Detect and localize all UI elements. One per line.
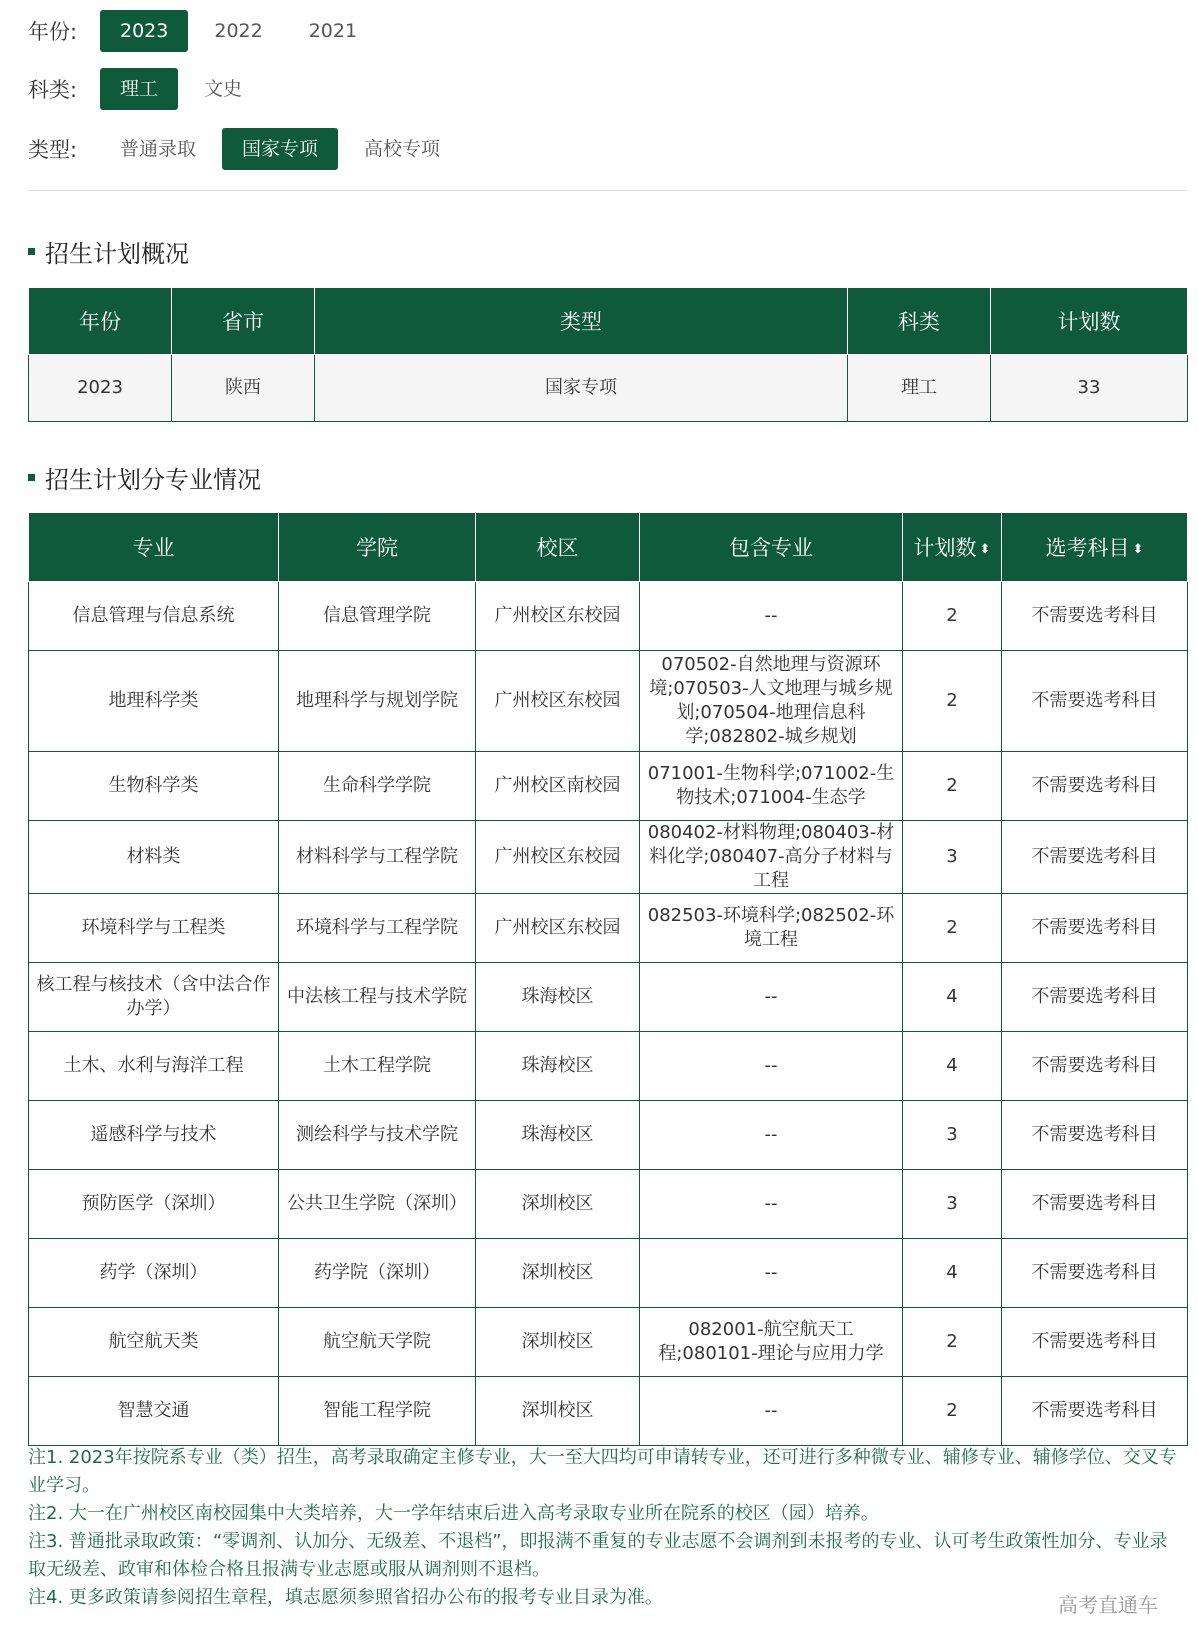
college-cell: 公共卫生学院（深圳） [279, 1170, 476, 1239]
included-majors-cell: 071001-生物科学;071002-生物技术;071004-生态学 [640, 752, 903, 821]
major-cell: 生物科学类 [29, 752, 279, 821]
detail-header-subjects[interactable] [1002, 513, 1188, 582]
included-majors-cell: -- [640, 963, 903, 1032]
overview-cell-subject: 理工 [848, 355, 991, 422]
college-cell: 材料科学与工程学院 [279, 821, 476, 894]
detail-table-body [29, 582, 1188, 1446]
table-row [29, 582, 1188, 651]
included-majors-cell: 082503-环境科学;082502-环境工程 [640, 894, 903, 963]
detail-header-major: 专业 [29, 513, 279, 582]
college-cell: 中法核工程与技术学院 [279, 963, 476, 1032]
detail-table [28, 512, 1188, 1446]
plan-count-cell: 3 [903, 1101, 1002, 1170]
campus-cell: 深圳校区 [476, 1239, 640, 1308]
year-option-2023[interactable]: 2023 [100, 10, 188, 52]
major-cell: 信息管理与信息系统 [29, 582, 279, 651]
detail-header-college: 学院 [279, 513, 476, 582]
subjects-cell: 不需要选考科目 [1002, 894, 1188, 963]
included-majors-cell: -- [640, 1377, 903, 1446]
campus-cell: 深圳校区 [476, 1377, 640, 1446]
campus-cell: 深圳校区 [476, 1170, 640, 1239]
overview-cell-year: 2023 [29, 355, 172, 422]
table-row [29, 752, 1188, 821]
detail-header-included: 包含专业 [640, 513, 903, 582]
plan-count-cell: 4 [903, 963, 1002, 1032]
campus-cell: 珠海校区 [476, 1032, 640, 1101]
overview-cell-province: 陕西 [172, 355, 315, 422]
type-option-general[interactable]: 普通录取 [120, 138, 197, 160]
subject-option-arts[interactable]: 文史 [204, 78, 243, 100]
overview-header-row [29, 288, 1188, 355]
campus-cell: 广州校区南校园 [476, 752, 640, 821]
table-row [29, 1032, 1188, 1101]
subjects-cell: 不需要选考科目 [1002, 821, 1188, 894]
table-row [29, 894, 1188, 963]
overview-header-province: 省市 [172, 288, 315, 355]
subjects-cell: 不需要选考科目 [1002, 651, 1188, 752]
subjects-cell: 不需要选考科目 [1002, 963, 1188, 1032]
subjects-cell: 不需要选考科目 [1002, 1101, 1188, 1170]
included-majors-cell: -- [640, 582, 903, 651]
plan-count-cell: 2 [903, 582, 1002, 651]
table-row [29, 1101, 1188, 1170]
included-majors-cell: 080402-材料物理;080403-材料化学;080407-高分子材料与工程 [640, 821, 903, 894]
subjects-cell: 不需要选考科目 [1002, 752, 1188, 821]
major-cell: 遥感科学与技术 [29, 1101, 279, 1170]
college-cell: 环境科学与工程学院 [279, 894, 476, 963]
filter-divider [28, 190, 1187, 191]
subjects-cell: 不需要选考科目 [1002, 1377, 1188, 1446]
filter-type-label: 类型: [28, 138, 78, 162]
table-row [29, 1239, 1188, 1308]
subjects-cell: 不需要选考科目 [1002, 1032, 1188, 1101]
note-item: 注3. 普通批录取政策：“零调剂、认加分、无级差、不退档”，即报满不重复的专业志愿不会调剂到未报考的专业、认可考生政策性加分、专业录取无级差、政审和体检合格且报满专业志愿或服从调剂则不退档。 [28, 1531, 1168, 1580]
detail-header-campus: 校区 [476, 513, 640, 582]
included-majors-cell: -- [640, 1101, 903, 1170]
table-row [29, 651, 1188, 752]
overview-section-title [28, 234, 189, 269]
year-option-2022[interactable]: 2022 [214, 20, 263, 42]
plan-count-cell: 4 [903, 1032, 1002, 1101]
campus-cell: 深圳校区 [476, 1308, 640, 1377]
filter-type [28, 128, 466, 170]
year-option-2021[interactable]: 2021 [308, 20, 358, 42]
major-cell: 智慧交通 [29, 1377, 279, 1446]
plan-count-cell: 2 [903, 1308, 1002, 1377]
type-option-university[interactable]: 高校专项 [364, 138, 441, 160]
overview-title-text: 招生计划概况 [45, 240, 189, 268]
square-bullet-icon [28, 248, 35, 255]
overview-cell-type: 国家专项 [315, 355, 848, 422]
major-cell: 地理科学类 [29, 651, 279, 752]
detail-header-row [29, 513, 1188, 582]
table-row [29, 355, 1188, 422]
college-cell: 地理科学与规划学院 [279, 651, 476, 752]
table-row [29, 821, 1188, 894]
filter-year-label: 年份: [28, 20, 78, 44]
plan-count-cell: 2 [903, 1377, 1002, 1446]
overview-header-year: 年份 [29, 288, 172, 355]
note-item: 注4. 更多政策请参阅招生章程，填志愿须参照省招办公布的报考专业目录为准。 [28, 1587, 663, 1608]
major-cell: 材料类 [29, 821, 279, 894]
overview-header-type: 类型 [315, 288, 848, 355]
campus-cell: 珠海校区 [476, 1101, 640, 1170]
filter-year [28, 10, 383, 52]
college-cell: 药学院（深圳） [279, 1239, 476, 1308]
sort-icon[interactable]: ⬍ [979, 541, 991, 557]
included-majors-cell: -- [640, 1032, 903, 1101]
plan-count-cell: 3 [903, 821, 1002, 894]
included-majors-cell: 082001-航空航天工程;080101-理论与应用力学 [640, 1308, 903, 1377]
filter-subject [28, 68, 268, 110]
major-cell: 药学（深圳） [29, 1239, 279, 1308]
table-row [29, 963, 1188, 1032]
campus-cell: 广州校区东校园 [476, 821, 640, 894]
major-cell: 环境科学与工程类 [29, 894, 279, 963]
notes [28, 1444, 1178, 1612]
major-cell: 预防医学（深圳） [29, 1170, 279, 1239]
square-bullet-icon [28, 474, 35, 481]
college-cell: 测绘科学与技术学院 [279, 1101, 476, 1170]
plan-count-cell: 2 [903, 894, 1002, 963]
plan-count-cell: 2 [903, 651, 1002, 752]
college-cell: 信息管理学院 [279, 582, 476, 651]
note-item: 注2. 大一在广州校区南校园集中大类培养，大一学年结束后进入高考录取专业所在院系的校区（园）培养。 [28, 1503, 879, 1524]
college-cell: 生命科学学院 [279, 752, 476, 821]
plan-count-cell: 2 [903, 752, 1002, 821]
overview-cell-plan: 33 [991, 355, 1188, 422]
campus-cell: 广州校区东校园 [476, 582, 640, 651]
detail-header-plan[interactable] [903, 513, 1002, 582]
detail-section-title [28, 460, 261, 495]
overview-header-plan: 计划数 [991, 288, 1188, 355]
campus-cell: 广州校区东校园 [476, 894, 640, 963]
college-cell: 土木工程学院 [279, 1032, 476, 1101]
included-majors-cell: -- [640, 1239, 903, 1308]
note-item: 注1. 2023年按院系专业（类）招生，高考录取确定主修专业，大一至大四均可申请转专业，还可进行多种微专业、辅修专业、辅修学位、交叉专业学习。 [28, 1447, 1177, 1496]
included-majors-cell: -- [640, 1170, 903, 1239]
plan-count-cell: 3 [903, 1170, 1002, 1239]
table-row [29, 1170, 1188, 1239]
table-row [29, 1377, 1188, 1446]
subjects-cell: 不需要选考科目 [1002, 1239, 1188, 1308]
watermark: 高考直通车 [1058, 1593, 1158, 1617]
major-cell: 核工程与核技术（含中法合作办学） [29, 963, 279, 1032]
campus-cell: 广州校区东校园 [476, 651, 640, 752]
subjects-cell: 不需要选考科目 [1002, 1170, 1188, 1239]
major-cell: 土木、水利与海洋工程 [29, 1032, 279, 1101]
overview-header-subject: 科类 [848, 288, 991, 355]
college-cell: 智能工程学院 [279, 1377, 476, 1446]
subjects-cell: 不需要选考科目 [1002, 1308, 1188, 1377]
college-cell: 航空航天学院 [279, 1308, 476, 1377]
included-majors-cell: 070502-自然地理与资源环境;070503-人文地理与城乡规划;070504-地理信息科学;082802-城乡规划 [640, 651, 903, 752]
detail-header-subjects-label: 选考科目 [1045, 536, 1130, 560]
major-cell: 航空航天类 [29, 1308, 279, 1377]
sort-icon[interactable]: ⬍ [1132, 541, 1144, 557]
table-row [29, 1308, 1188, 1377]
filter-subject-label: 科类: [28, 78, 78, 102]
detail-header-plan-label: 计划数 [913, 536, 977, 560]
subject-option-science[interactable]: 理工 [100, 68, 178, 110]
subjects-cell: 不需要选考科目 [1002, 582, 1188, 651]
plan-count-cell: 4 [903, 1239, 1002, 1308]
overview-table [28, 287, 1188, 422]
campus-cell: 珠海校区 [476, 963, 640, 1032]
detail-title-text: 招生计划分专业情况 [45, 466, 261, 494]
type-option-national[interactable]: 国家专项 [222, 128, 338, 170]
